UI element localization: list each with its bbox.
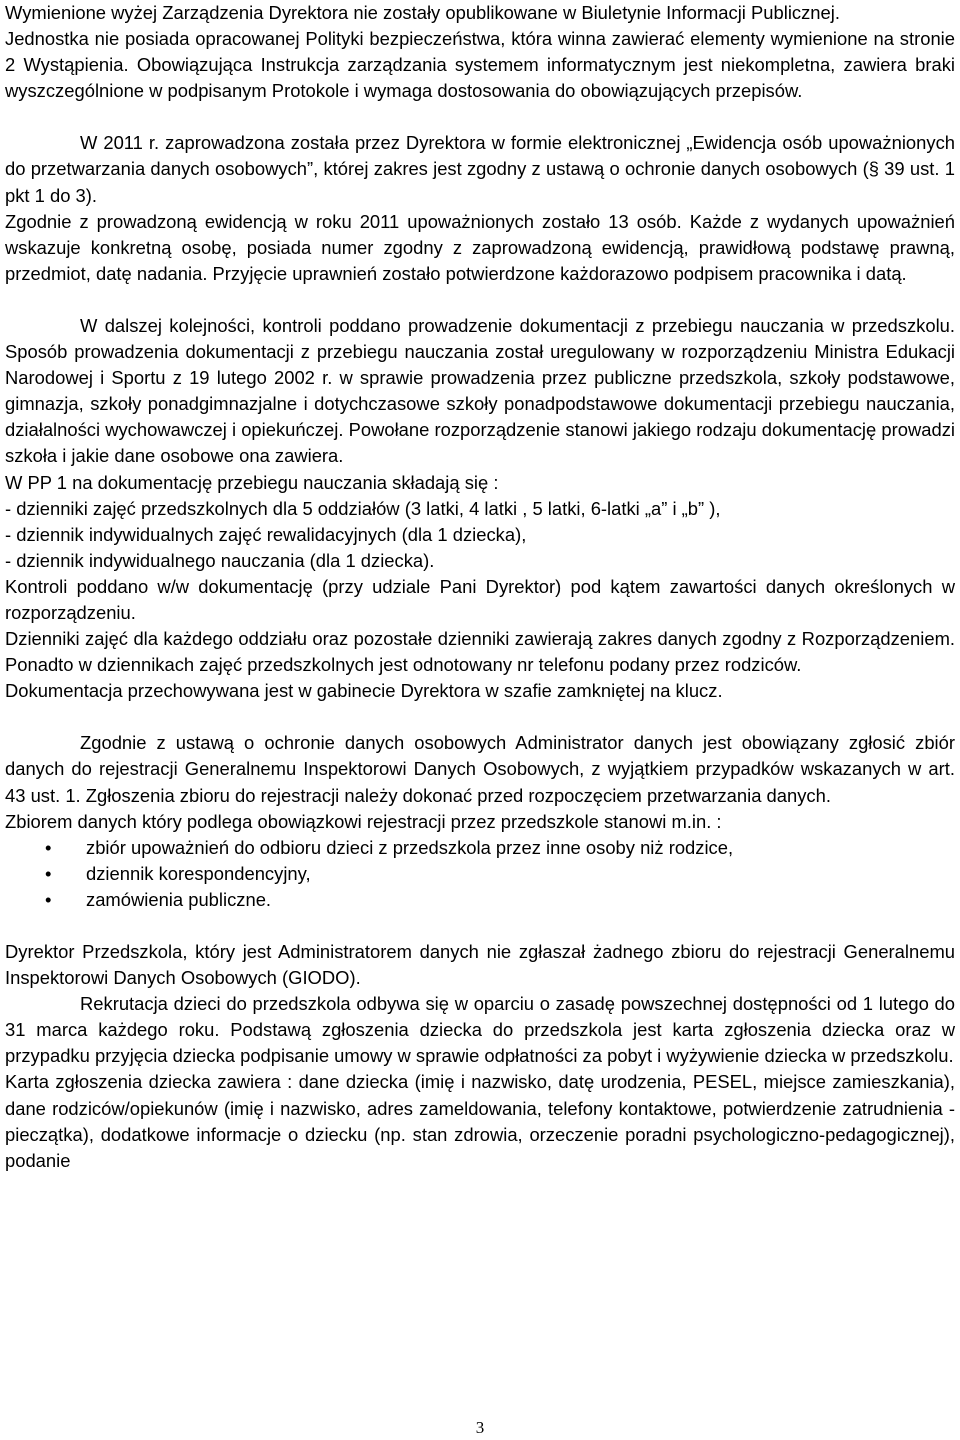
list-item	[5, 835, 955, 861]
list-item-text: zbiór upoważnień do odbioru dzieci z przedszkola przez inne osoby niż rodzice,	[86, 836, 734, 858]
paragraph-giodo-law: Zgodnie z ustawą o ochronie danych osobowych Administrator danych jest obowiązany zgłosić zbiór danych do rejestracji Generalnemu Inspektorowi Danych Osobowych, z wyjątkiem przypadków wskazanych w art. 43 ust. 1. Zgłoszenia zbioru do rejestracji należy dokonać przed rozpoczęciem przetwarzania danych.	[5, 732, 955, 806]
page-number: 3	[475, 1418, 485, 1437]
paragraph-evidence: W 2011 r. zaprowadzona została przez Dyrektora w formie elektronicznej „Ewidencja osób upoważnionych do przetwarzania danych osobowych”, której zakres jest zgodny z ustawą o ochronie danych osobowych (§ 39 ust. 1 pkt 1 do 3).	[5, 132, 955, 206]
list-line-individual-diary: - dziennik indywidualnego nauczania (dla 1 dziecka).	[5, 549, 435, 571]
paragraph-bip: Wymienione wyżej Zarządzenia Dyrektora nie zostały opublikowane w Biuletynie Informacji Publicznej.	[5, 2, 840, 23]
list-item	[5, 887, 955, 913]
paragraph-no-registration: Dyrektor Przedszkola, który jest Administratorem danych nie zgłaszał żadnego zbioru do rejestracji Generalnemu Inspektorowi Danych Osobowych (GIODO).	[5, 941, 955, 989]
paragraph-security-policy: Jednostka nie posiada opracowanej Polityki bezpieczeństwa, która winna zawierać elementy wymienione na stronie 2 Wystąpienia. Obowiązująca Instrukcja zarządzania systemem informatycznym jest niekompletna, zawiera braki wyszczególnione w podpisanym Protokole i wymaga dostosowania do obowiązujących przepisów.	[5, 28, 955, 102]
list-item-text: dziennik korespondencyjny,	[86, 862, 311, 884]
bullet-icon: •	[45, 888, 52, 910]
paragraph-application-card: Karta zgłoszenia dziecka zawiera : dane dziecka (imię i nazwisko, datę urodzenia, PESEL, miejsce zamieszkania), dane rodziców/opiekunów (imię i nazwisko, adres zameldowania, telefony kontaktowe, potwierdzenie zatrudnienia - pieczątka), dodatkowe informacje o dziecku (np. stan zdrowia, orzeczenie poradni psychologiczno-pedagogicznej), podanie	[5, 1071, 955, 1171]
paragraph-storage: Dokumentacja przechowywana jest w gabinecie Dyrektora w szafie zamkniętej na klucz.	[5, 680, 723, 702]
paragraph-control: Kontroli poddano w/w dokumentację (przy udziale Pani Dyrektor) pod kątem zawartości danych określonych w rozporządzeniu.	[5, 575, 955, 623]
list-item	[5, 861, 955, 887]
paragraph-pp1: W PP 1 na dokumentację przebiegu nauczania składają się :	[5, 471, 499, 493]
paragraph-data-sets: Zbiorem danych który podlega obowiązkowi rejestracji przez przedszkole stanowi m.in. :	[5, 810, 722, 832]
bullet-icon: •	[45, 836, 52, 858]
paragraph-recruitment: Rekrutacja dzieci do przedszkola odbywa się w oparciu o zasadę powszechnej dostępności od 1 lutego do 31 marca każdego roku. Podstawą zgłoszenia dziecka do przedszkola jest karta zgłoszenia dziecka oraz w przypadku przyjęcia dziecka podpisanie umowy w sprawie odpłatności za pobyt i wyżywienie dziecka w przedszkolu.	[5, 993, 955, 1067]
list-line-preschool-diaries: - dzienniki zajęć przedszkolnych dla 5 oddziałów (3 latki, 4 latki , 5 latki, 6-latki „a” i „b” ),	[5, 497, 721, 519]
list-item-text: zamówienia publiczne.	[86, 888, 272, 910]
paragraph-documentation: W dalszej kolejności, kontroli poddano prowadzenie dokumentacji z przebiegu nauczania w przedszkolu. Sposób prowadzenia dokumentacji z przebiegu nauczania został uregulowany w rozporządzeniu Ministra Edukacji Narodowej i Sportu z 19 lutego 2002 r. w sprawie prowadzenia przez publiczne przedszkola, szkoły podstawowe, gimnazja, szkoły ponadgimnazjalne i dotychczasowe szkoły ponadpodstawowe dokumentacji przebiegu nauczania, działalności wychowawczej i opiekuńczej. Powołane rozporządzenie stanowi jakiego rodzaju dokumentację prowadzi szkoła i jakie dane osobowe ona zawiera.	[5, 314, 955, 467]
list-line-revalidation-diary: - dziennik indywidualnych zajęć rewalidacyjnych (dla 1 dziecka),	[5, 523, 527, 545]
paragraph-authorizations: Zgodnie z prowadzoną ewidencją w roku 2011 upoważnionych zostało 13 osób. Każde z wydanych upoważnień wskazuje konkretną osobę, posiada numer zgodny z zaprowadzoną ewidencją, prawidłową podstawę prawną, przedmiot, datę nadania. Przyjęcie uprawnień zostało potwierdzone każdorazowo podpisem pracownika i datą.	[5, 210, 955, 284]
bullet-icon: •	[45, 862, 52, 884]
document-page	[5, 0, 955, 1174]
paragraph-diaries: Dzienniki zajęć dla każdego oddziału oraz pozostałe dzienniki zawierają zakres danych zgodny z Rozporządzeniem. Ponadto w dziennikach zajęć przedszkolnych jest odnotowany nr telefonu podany przez rodziców.	[5, 628, 955, 676]
bullet-list	[5, 835, 955, 913]
